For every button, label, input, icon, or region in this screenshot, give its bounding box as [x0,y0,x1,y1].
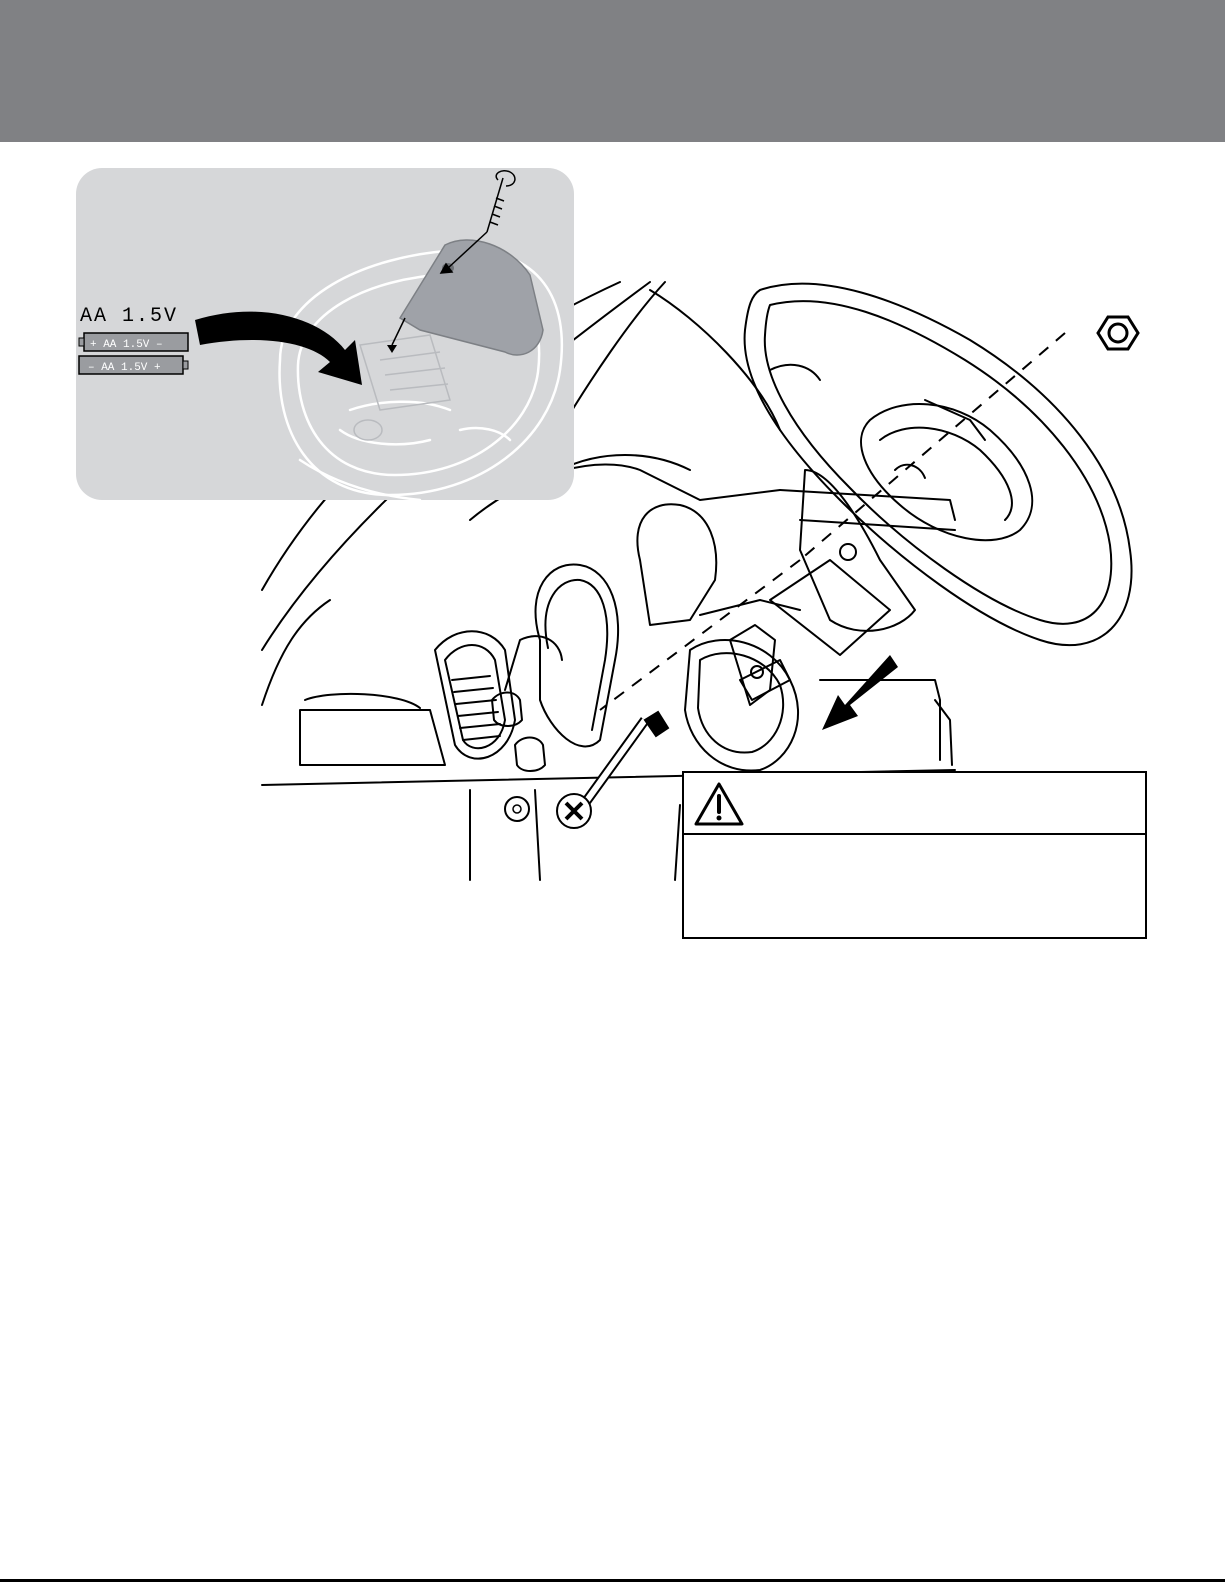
battery-type-label: AA 1.5V [80,305,179,328]
footer-rule [0,1579,1225,1582]
warning-box [682,771,1147,939]
battery-inset [76,168,574,500]
header-band [0,0,1225,142]
warning-header [684,773,1145,835]
battery-bottom-label: – AA 1.5V + [88,362,161,374]
warning-triangle-icon [693,781,745,827]
bolt-icon [557,712,668,828]
hex-nut-icon [1098,317,1138,349]
battery-top-label: + AA 1.5V – [90,339,163,351]
screw-hole-icon [505,797,529,821]
push-direction-arrow-icon [822,655,898,730]
